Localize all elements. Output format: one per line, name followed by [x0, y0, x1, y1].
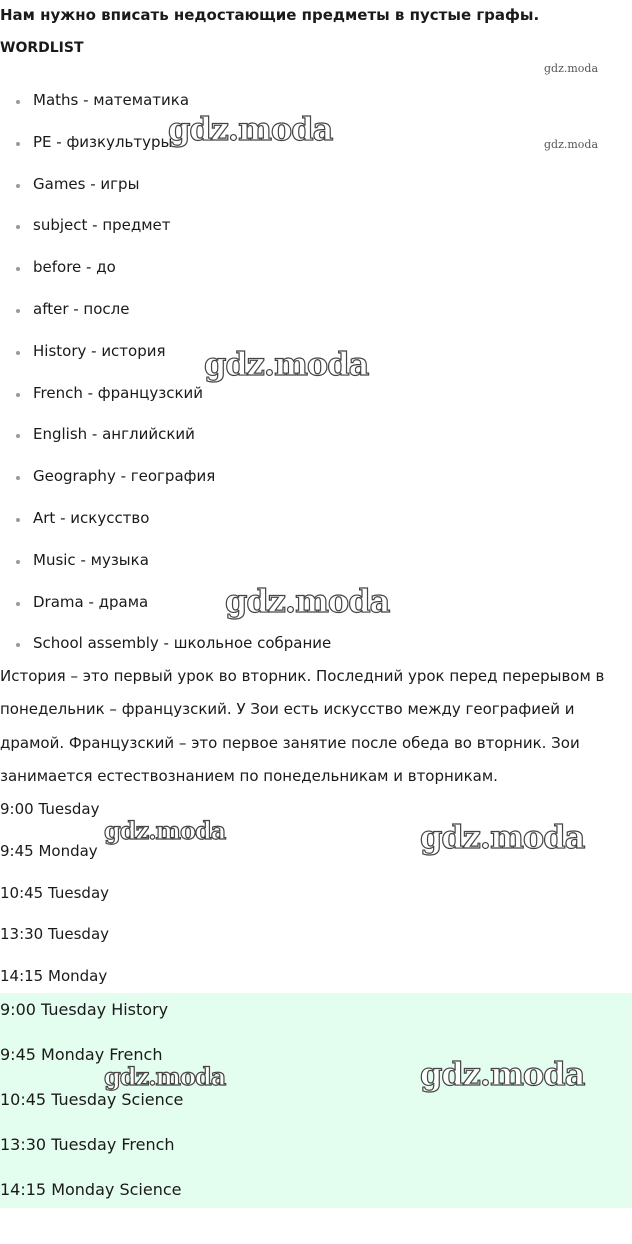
answer-row: 14:15 Monday Science	[0, 1180, 182, 1199]
wordlist-item: Maths - математика	[0, 80, 331, 122]
schedule-row: 13:30 Tuesday	[0, 925, 110, 944]
schedule-row: 9:00 Tuesday	[0, 800, 100, 818]
wordlist-item: Drama - драма	[0, 582, 331, 624]
wordlist-item: History - история	[0, 331, 331, 373]
watermark: gdz.moda	[544, 138, 599, 151]
schedule-row: 14:15 Monday	[0, 967, 108, 986]
answer-row: 10:45 Tuesday Science	[0, 1090, 184, 1109]
task-paragraph: История – это первый урок во вторник. Последний урок перед перерывом в понедельник – французский. У Зои есть искусство между географией и драмой. Французский – это первое занятие после обеда во вторник. Зои занимается естествознанием по понедельникам и вторникам.	[0, 667, 605, 785]
schedule-list	[0, 793, 109, 1002]
answer-block	[0, 993, 632, 1208]
wordlist	[0, 80, 331, 665]
wordlist-item: Art - искусство	[0, 498, 331, 540]
watermark: gdz.moda	[104, 1062, 226, 1091]
wordlist-item: French - французский	[0, 373, 331, 415]
watermark: gdz.moda	[544, 62, 599, 75]
watermark: gdz.moda	[168, 110, 333, 148]
wordlist-item: Geography - география	[0, 456, 331, 498]
watermark: gdz.moda	[420, 818, 585, 856]
schedule-row: 10:45 Tuesday	[0, 883, 110, 902]
wordlist-item: after - после	[0, 289, 331, 331]
intro-text: Нам нужно вписать недостающие предметы в пустые графы.	[0, 6, 540, 24]
wordlist-item: Music - музыка	[0, 540, 331, 582]
schedule-row: 9:45 Monday	[0, 841, 98, 860]
wordlist-item: PE - физкультуры	[0, 122, 331, 164]
watermark: gdz.moda	[420, 1055, 585, 1093]
wordlist-title: WORDLIST	[0, 40, 84, 56]
watermark: gdz.moda	[225, 582, 390, 620]
wordlist-item: School assembly - школьное собрание	[0, 623, 331, 665]
wordlist-item: before - до	[0, 247, 331, 289]
answer-row: 9:00 Tuesday History	[0, 1000, 169, 1019]
answer-row: 9:45 Monday French	[0, 1045, 163, 1064]
watermark: gdz.moda	[104, 816, 226, 845]
wordlist-item: subject - предмет	[0, 205, 331, 247]
answer-row: 13:30 Tuesday French	[0, 1135, 175, 1154]
watermark: gdz.moda	[204, 345, 369, 383]
wordlist-item: English - английский	[0, 414, 331, 456]
wordlist-item: Games - игры	[0, 164, 331, 206]
